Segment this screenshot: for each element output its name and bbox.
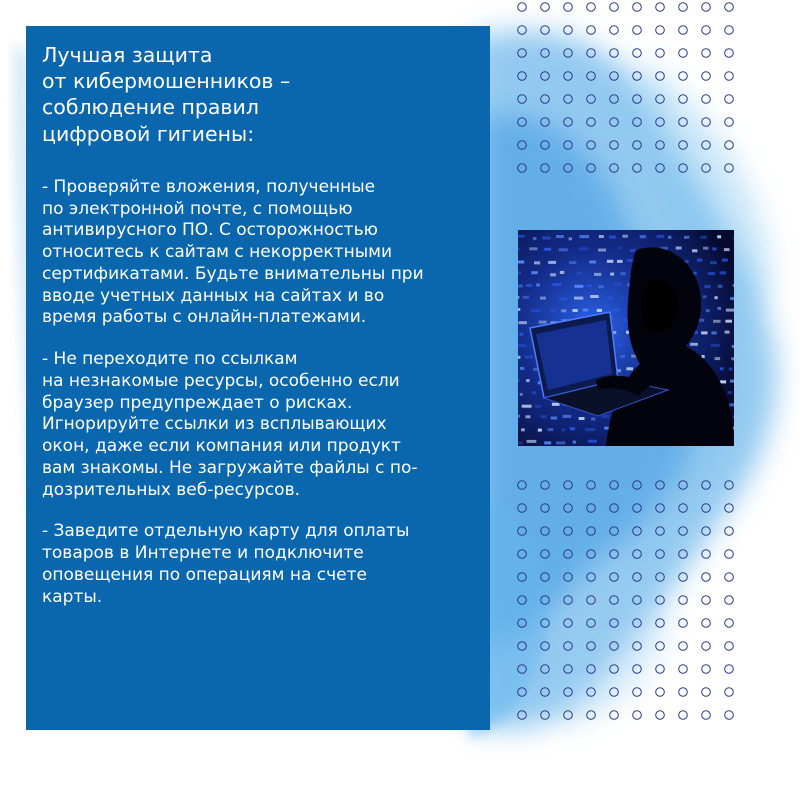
decorative-dot [656, 49, 665, 58]
decorative-dot [656, 26, 665, 35]
decorative-dot [725, 688, 734, 697]
decorative-dot [610, 711, 619, 720]
decorative-dot [725, 95, 734, 104]
decorative-dot [725, 642, 734, 651]
decorative-dot [725, 527, 734, 536]
panel-title: Лучшая защита от кибермошенников – соблюдение правил цифровой гигиены: [42, 43, 291, 146]
decorative-dot [702, 642, 711, 651]
decorative-dot [679, 665, 688, 674]
decorative-dot [725, 596, 734, 605]
decorative-dot [587, 3, 596, 12]
tip-paragraph-attachments: - Проверяйте вложения, полученные по электронной почте, с помощью антивирусного ПО. С осторожностью относитесь к сайтам с некорректными сертификатами. Будьте внимательны при вводе учетных данных на сайтах и во время работы с онлайн-платежами. [42, 176, 424, 328]
decorative-dot [725, 711, 734, 720]
decorative-dot [656, 665, 665, 674]
tip-paragraph-links: - Не переходите по ссылкам на незнакомые ресурсы, особенно если браузер предупреждает о рисках. Игнорируйте ссылки из всплывающих окон, даже если компания или продукт вам знакомы. Не загружайте файлы с по- дозрительных веб-ресурсов. [42, 349, 418, 500]
decorative-dot [725, 619, 734, 628]
decorative-dot [633, 49, 642, 58]
decorative-dot [725, 3, 734, 12]
decorative-dot [725, 573, 734, 582]
decorative-dot [610, 3, 619, 12]
decorative-dot [679, 72, 688, 81]
decorative-dot [679, 596, 688, 605]
info-panel [26, 26, 490, 730]
decorative-dot [518, 3, 527, 12]
decorative-dot [702, 688, 711, 697]
decorative-dot [702, 95, 711, 104]
decorative-dot [679, 711, 688, 720]
decorative-dot [656, 3, 665, 12]
decorative-dot [725, 550, 734, 559]
decorative-dot [725, 72, 734, 81]
decorative-dot [679, 49, 688, 58]
decorative-dot [656, 688, 665, 697]
decorative-dot [702, 3, 711, 12]
decorative-dot [725, 118, 734, 127]
decorative-dot [725, 49, 734, 58]
hacker-photo [518, 230, 734, 446]
decorative-dot [633, 26, 642, 35]
decorative-dot [679, 642, 688, 651]
decorative-dot [702, 711, 711, 720]
decorative-dot [564, 3, 573, 12]
decorative-dot [702, 550, 711, 559]
decorative-dot [702, 49, 711, 58]
decorative-dot [610, 26, 619, 35]
decorative-dot [564, 26, 573, 35]
tip-paragraph-card: - Заведите отдельную карту для оплаты товаров в Интернете и подключите оповещения по операциям на счете карты. [42, 521, 410, 607]
decorative-dot [633, 711, 642, 720]
decorative-dot [679, 3, 688, 12]
decorative-dot [702, 619, 711, 628]
decorative-dot [679, 26, 688, 35]
decorative-dot [541, 3, 550, 12]
decorative-dot [702, 596, 711, 605]
decorative-dot [725, 26, 734, 35]
decorative-dot [702, 665, 711, 674]
decorative-dot [679, 619, 688, 628]
decorative-dot [633, 3, 642, 12]
decorative-dot [702, 573, 711, 582]
decorative-dot [633, 688, 642, 697]
decorative-dot [702, 72, 711, 81]
decorative-dot [656, 711, 665, 720]
decorative-dot [702, 26, 711, 35]
decorative-dot [679, 688, 688, 697]
decorative-dot [587, 26, 596, 35]
decorative-dot [725, 141, 734, 150]
decorative-dot [610, 49, 619, 58]
decorative-dot [725, 665, 734, 674]
